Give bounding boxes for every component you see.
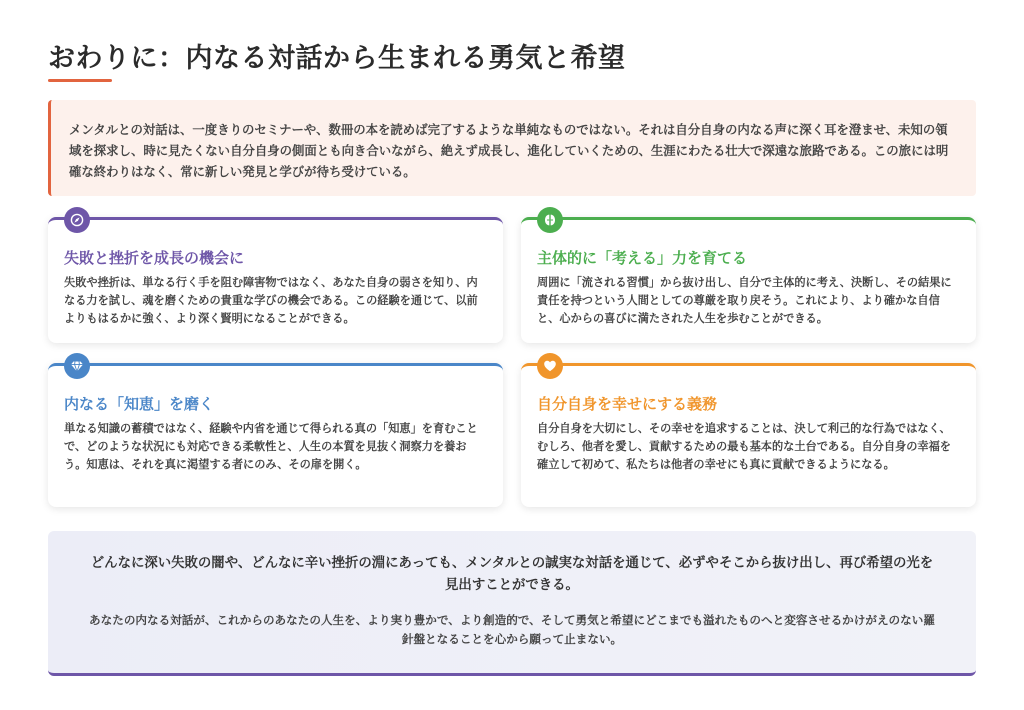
closing-sub-text: あなたの内なる対話が、これからのあなたの人生を、より実り豊かで、より創造的で、そして勇気と希望にどこまでも溢れたものへと変容させるかけがえのない羅針盤となることを心から願って止まない。 xyxy=(89,613,935,646)
card-polish-wisdom xyxy=(48,363,503,507)
intro-box xyxy=(48,100,976,196)
heart-icon xyxy=(537,353,563,379)
card-body: 周囲に「流される習慣」から抜け出し、自分で主体的に考え、決断し、その結果に責任を持つという人間としての尊厳を取り戻そう。これにより、より確かな自信と、心からの喜びに満たされた人生を歩むことができる。 xyxy=(537,276,952,325)
card-body: 自分自身を大切にし、その幸せを追求することは、決して利己的な行為ではなく、むしろ、他者を愛し、貢献するための最も基本的な土台である。自分自身の幸福を確立して初めて、私たちは他者の幸せにも真に貢献できるようになる。 xyxy=(537,422,951,471)
gem-icon xyxy=(64,353,90,379)
card-title: 主体的に「考える」力を育てる xyxy=(537,249,748,267)
page-title: おわりに：内なる対話から生まれる勇気と希望 xyxy=(48,43,626,74)
card-body: 失敗や挫折は、単なる行く手を阻む障害物ではなく、あなた自身の弱さを知り、内なる力を試し、魂を磨くための貴重な学びの機会である。この経験を通じて、以前よりもはるかに強く、より深く賢明になることができる。 xyxy=(64,276,478,325)
compass-icon xyxy=(64,207,90,233)
brain-icon xyxy=(537,207,563,233)
closing-main-text: どんなに深い失敗の闇や、どんなに辛い挫折の淵にあっても、メンタルとの誠実な対話を通じて、必ずやそこから抜け出し、再び希望の光を見出すことができる。 xyxy=(90,556,934,593)
intro-text: メンタルとの対話は、一度きりのセミナーや、数冊の本を読めば完了するような単純なものではない。それは自分自身の内なる声に深く耳を澄ませ、未知の領域を探求し、時に見たくない自分自身の側面とも向き合いながら、絶えず成長し、進化していくための、生涯にわたる壮大で深遠な旅路である。この旅には明確な終わりはなく、常に新しい発見と学びが待ち受けている。 xyxy=(69,122,949,179)
card-title: 失敗と挫折を成長の機会に xyxy=(64,249,245,267)
card-think-independently xyxy=(521,217,976,343)
card-title: 内なる「知恵」を磨く xyxy=(64,395,215,413)
closing-box xyxy=(48,531,976,676)
card-failure-growth xyxy=(48,217,503,343)
title-underline xyxy=(48,79,112,82)
card-body: 単なる知識の蓄積ではなく、経験や内省を通じて得られる真の「知恵」を育むことで、どのような状況にも対応できる柔軟性と、人生の本質を見抜く洞察力を養おう。知恵は、それを真に渇望する者にのみ、その扉を開く。 xyxy=(64,422,478,471)
card-duty-of-happiness xyxy=(521,363,976,507)
card-title: 自分自身を幸せにする義務 xyxy=(537,395,718,413)
